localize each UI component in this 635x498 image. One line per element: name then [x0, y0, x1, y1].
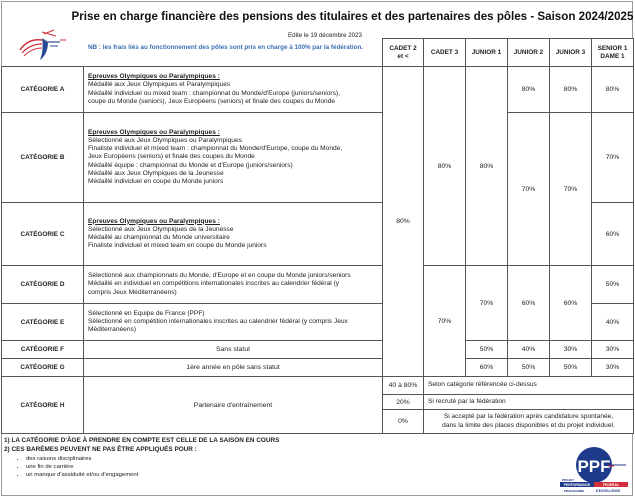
category-c-description: [83, 202, 383, 266]
note-1: 1) LA CATÉGORIE D'ÂGE À PRENDRE EN COMPTE EST CELLE DE LA SAISON EN COURS: [4, 437, 280, 444]
category-d-line: compris Jeux Méditerranéens): [88, 288, 177, 296]
junior3-value-g: 50%: [549, 358, 592, 377]
category-e-label: CATÉGORIE E: [1, 303, 84, 341]
category-c-heading: Epreuves Olympiques ou Paralympiques :: [88, 217, 220, 225]
junior2-value-bc: 70%: [507, 112, 550, 266]
category-b-line: Sélectionné aux Jeux Olympiques ou Paralympiques: [88, 137, 242, 145]
senior-value-e: 40%: [591, 303, 634, 341]
category-e-line: Sélectionné en Equipe de France (PPF): [88, 309, 205, 317]
junior1-value-f: 50%: [465, 340, 508, 359]
category-h-text-2-content: Si recruté par la fédération: [428, 397, 506, 405]
category-b-label: CATÉGORIE B: [1, 112, 84, 203]
category-a-line: coupe du Monde (seniors), Jeux Européens (seniors) et finale des coupes du Monde: [88, 97, 336, 105]
nb-note: NB : les frais liés au fonctionnement des pôles sont pris en charge à 100% par la fédération.: [88, 44, 364, 51]
category-h-text-1: [423, 376, 634, 395]
col-header-senior1: [591, 38, 634, 67]
category-b-line: Médaillé aux Jeux Olympiques de la Jeunesse: [88, 169, 224, 177]
category-g-description: 1ère année en pôle sans statut: [83, 358, 383, 377]
col-header-cadet3: CADET 3: [423, 38, 466, 67]
category-b-description: [83, 112, 383, 203]
col-header-cadet2: [382, 38, 424, 67]
note-bullet: • un manque d'assiduité et/ou d'engagement: [26, 471, 279, 479]
category-c-line: Médaillé au championnat du Monde universitaire: [88, 234, 230, 241]
category-b-line: Finaliste individuel et mixed team : championnat du Monde/d'Europe, coupe du Monde,: [88, 145, 343, 153]
col-header-cadet2-line2: et <: [397, 52, 409, 60]
col-header-senior1-line2: DAME 1: [600, 52, 625, 60]
category-a-heading: Epreuves Olympiques ou Paralympiques :: [88, 73, 220, 81]
category-b-heading: Epreuves Olympiques ou Paralympiques :: [88, 129, 220, 137]
senior-value-g: 30%: [591, 358, 634, 377]
category-c-label: CATÉGORIE C: [1, 202, 84, 266]
category-b-line: Médaillé équipe : championnat du Monde et d'Europe (juniors/seniors): [88, 161, 293, 169]
ppf-logo-performance: PERFORMANCE: [563, 483, 591, 487]
col-header-junior1: JUNIOR 1: [465, 38, 508, 67]
col-header-junior3: JUNIOR 3: [549, 38, 592, 67]
note-bullets: [4, 455, 279, 479]
junior1-value-abc: 80%: [465, 66, 508, 266]
category-h-text-3-line1: Si accepté par la fédération après candidature spontanée,: [443, 413, 614, 421]
category-d-line: Médaillé en individuel en compétitions internationales inscrites au calendrier fédéral (y: [88, 280, 340, 288]
category-e-line: Méditerranéens): [88, 326, 137, 334]
note-2: 2) CES BARÈMES PEUVENT NE PAS ÊTRE APPLIQUÉS POUR :: [4, 446, 197, 453]
category-c-line: Finaliste individuel et mixed team en coupe du Monde juniors: [88, 242, 267, 250]
col-header-junior2: JUNIOR 2: [507, 38, 550, 67]
page-title: Prise en charge financière des pensions des titulaires et des partenaires des pôles - Saison 2024/2025: [71, 10, 634, 23]
category-b-line: Jeux Européens (seniors) et finale des coupes du Monde: [88, 153, 255, 161]
junior2-value-f: 40%: [507, 340, 550, 359]
col-header-cadet2-line1: CADET 2: [389, 44, 417, 52]
category-h-description: Partenaire d'entraînement: [83, 376, 383, 434]
category-h-pct-1: 40 à 80%: [382, 376, 424, 395]
ppf-logo-projet: PROJET: [562, 478, 575, 482]
ppf-logo-excellence: D'EXCELLENCE: [595, 489, 621, 493]
senior-value-c: 60%: [591, 202, 634, 266]
category-h-text-2: [423, 394, 634, 410]
category-g-label: CATÉGORIE G: [1, 358, 84, 377]
notes-section: [4, 437, 279, 479]
ppf-logo-federal: FEDERAL: [602, 483, 620, 487]
junior3-value-de: 60%: [549, 265, 592, 341]
category-h-label: CATÉGORIE H: [1, 376, 84, 434]
ppf-logo-text: PPF: [577, 457, 611, 476]
category-f-description: Sans statut: [83, 340, 383, 359]
junior1-value-g: 60%: [465, 358, 508, 377]
category-h-text-1-content: Selon catégorie référencée ci-dessus: [428, 381, 537, 389]
category-a-description: [83, 66, 383, 113]
senior-value-d: 50%: [591, 265, 634, 304]
senior-value-f: 30%: [591, 340, 634, 359]
category-h-pct-2: 20%: [382, 394, 424, 410]
category-b-line: Médaillé individuel en coupe du Monde juniors: [88, 177, 224, 185]
cadet2-value: 80%: [382, 66, 424, 377]
col-header-senior1-line1: SENIOR 1: [597, 44, 628, 52]
category-h-pct-3: 0%: [382, 409, 424, 434]
cadet3-value-defg: 70%: [423, 265, 466, 377]
category-a-line: Médaillé aux Jeux Olympiques et Paralympiques: [88, 81, 231, 89]
category-e-description: [83, 303, 383, 341]
category-e-line: Sélectionné en compétition internationales inscrites au calendrier fédéral (y compris Jeux: [88, 317, 348, 325]
category-d-line: Sélectionné aux championnats du Monde, d'Europe et en coupe du Monde juniors/seniors: [88, 272, 351, 280]
note-bullet: • une fin de carrière: [26, 463, 279, 471]
junior3-value-f: 30%: [549, 340, 592, 359]
cadet3-value-abc: 80%: [423, 66, 466, 266]
edit-date: Edite le 19 décembre 2023: [288, 32, 362, 39]
category-d-label: CATÉGORIE D: [1, 265, 84, 304]
ppf-logo-icon: [560, 445, 628, 493]
category-a-label: CATÉGORIE A: [1, 66, 84, 113]
category-h-text-3: [423, 409, 634, 434]
ppf-logo-programme: PROGRAMME: [563, 489, 585, 493]
category-d-description: [83, 265, 383, 304]
category-h-text-3-line2: dans la limite des places disponibles et du projet individuel.: [442, 421, 615, 429]
junior2-value-g: 50%: [507, 358, 550, 377]
junior3-value-a: 80%: [549, 66, 592, 113]
category-f-label: CATÉGORIE F: [1, 340, 84, 359]
note-bullet: • des raisons disciplinaires: [26, 455, 279, 463]
junior2-value-de: 60%: [507, 265, 550, 341]
junior2-value-a: 80%: [507, 66, 550, 113]
senior-value-b: 70%: [591, 112, 634, 203]
junior1-value-de: 70%: [465, 265, 508, 341]
federation-logo-icon: [14, 20, 74, 62]
senior-value-a: 80%: [591, 66, 634, 113]
category-a-line: Médaillé individuel ou mixed team : championnat du Monde/d'Europe (juniors/seniors),: [88, 89, 340, 97]
category-c-line: Sélectionné aux Jeux Olympiques de la Jeunesse: [88, 225, 234, 233]
junior3-value-bc: 70%: [549, 112, 592, 266]
